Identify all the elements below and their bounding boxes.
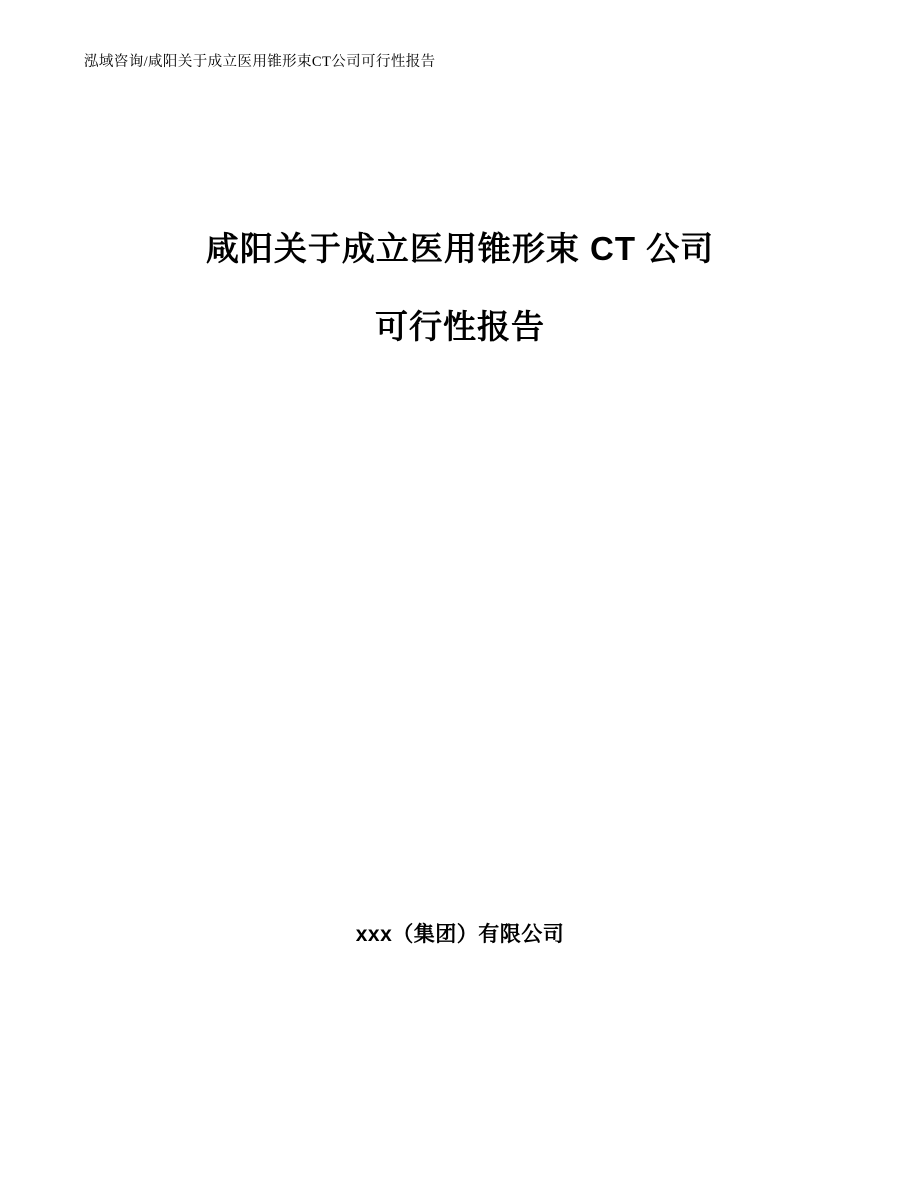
document-header: 泓域咨询/咸阳关于成立医用锥形束CT公司可行性报告 xyxy=(84,54,436,70)
company-name: xxx（集团）有限公司 xyxy=(355,923,565,946)
company-block xyxy=(0,918,920,948)
document-title-line-1: 咸阳关于成立医用锥形束 CT 公司 xyxy=(205,230,715,267)
document-title-line-2: 可行性报告 xyxy=(375,308,545,345)
title-block xyxy=(0,210,920,366)
